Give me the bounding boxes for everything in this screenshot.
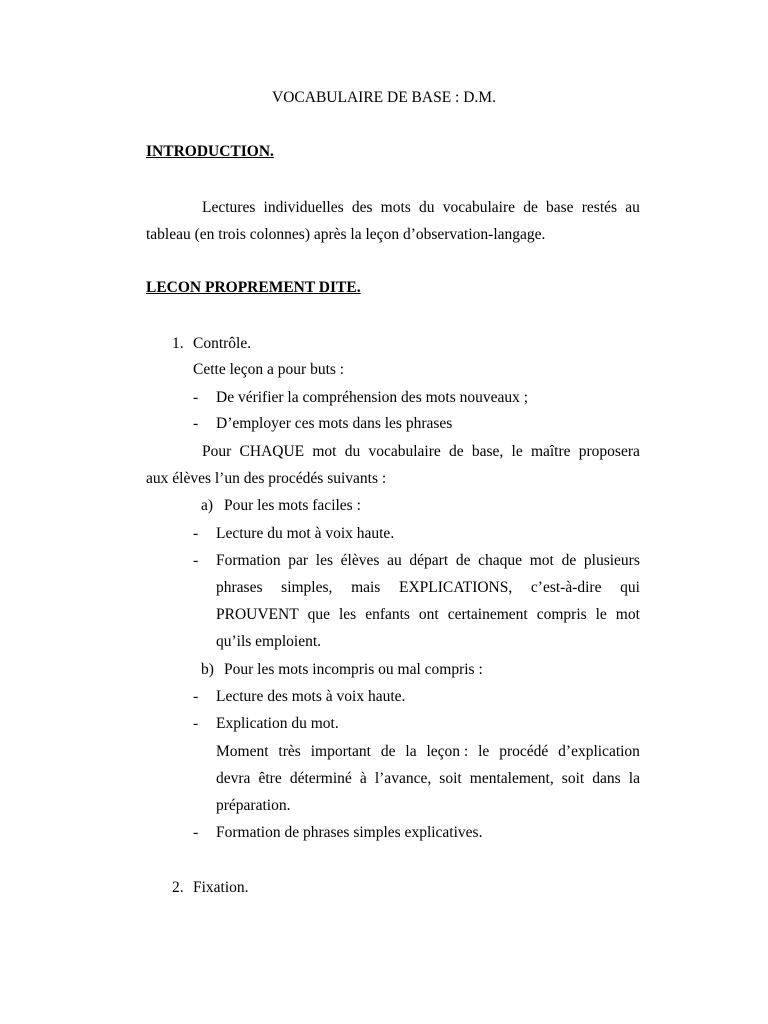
word: plusieurs	[583, 552, 640, 569]
word: mentalement,	[469, 770, 554, 787]
word: le	[478, 743, 490, 760]
word: les	[315, 552, 333, 569]
word: qui	[620, 579, 640, 596]
word: devra	[216, 770, 251, 787]
word: de	[380, 743, 396, 760]
bullet-text-line	[216, 607, 640, 623]
word: la	[405, 743, 417, 760]
word: soit	[561, 770, 585, 787]
word: soit	[439, 770, 462, 787]
bullet-text-line	[216, 553, 640, 569]
bullet-dash: -	[193, 552, 199, 569]
word: Formation	[216, 552, 281, 569]
word: très	[278, 743, 301, 760]
item-number: 1.	[172, 335, 184, 352]
word: compris	[536, 606, 587, 623]
word: de	[523, 199, 538, 216]
bullet-dash: -	[193, 525, 199, 542]
word: de	[561, 552, 577, 569]
buts-intro: Cette leçon a pour buts :	[193, 361, 345, 378]
word: à	[359, 770, 367, 787]
word: phrases	[216, 579, 263, 596]
word: l’avance,	[374, 770, 432, 787]
word: le	[511, 443, 523, 460]
sub-label: Pour les mots faciles :	[224, 497, 361, 514]
word: Moment	[216, 743, 269, 760]
word: du	[344, 443, 361, 460]
word: important	[310, 743, 371, 760]
bullet-dash: -	[193, 389, 199, 406]
word: simples,	[281, 579, 333, 596]
word: ont	[418, 606, 439, 623]
word: par	[288, 552, 309, 569]
word: Lectures	[202, 199, 256, 216]
item-label: Fixation.	[193, 879, 249, 896]
word: des	[351, 199, 373, 216]
bullet-text: Explication du mot.	[216, 715, 339, 732]
bullet-text-line	[216, 580, 640, 596]
introduction-paragraph-line: tableau (en trois colonnes) après la leçon d’observation-langage.	[146, 226, 546, 243]
word: au	[387, 552, 402, 569]
word: PROUVENT	[216, 606, 299, 623]
word: déterminé	[289, 770, 352, 787]
word: procédé	[499, 743, 549, 760]
word: la	[628, 770, 640, 787]
word: être	[258, 770, 282, 787]
word: maître	[530, 443, 571, 460]
word: mot	[615, 606, 640, 623]
word: mais	[351, 579, 381, 596]
word: c’est-à-dire	[530, 579, 602, 596]
word: mot	[312, 443, 337, 460]
bullet-text: Lecture des mots à voix haute.	[216, 688, 406, 705]
word: base	[546, 199, 574, 216]
word: mots	[380, 199, 411, 216]
paragraph-line: aux élèves l’un des procédés suivants :	[146, 470, 387, 487]
word: élèves	[340, 552, 380, 569]
word: chaque	[478, 552, 523, 569]
word: mot	[529, 552, 554, 569]
word: le	[595, 606, 607, 623]
sub-label: Pour les mots incompris ou mal compris :	[224, 661, 483, 678]
bullet-dash: -	[193, 415, 199, 432]
paragraph-line	[202, 444, 640, 460]
word: vocabulaire	[368, 443, 441, 460]
word: CHAQUE	[239, 443, 305, 460]
bullet-text-line: préparation.	[216, 797, 291, 814]
word: individuelles	[263, 199, 344, 216]
word: leçon :	[426, 743, 469, 760]
word: de	[455, 552, 471, 569]
word: départ	[409, 552, 449, 569]
bullet-dash: -	[193, 824, 199, 841]
sub-marker: a)	[201, 497, 214, 514]
bullet-text-line	[216, 771, 640, 787]
document-title: VOCABULAIRE DE BASE : D.M.	[272, 89, 496, 106]
bullet-text: De vérifier la compréhension des mots nouveaux ;	[216, 389, 529, 406]
lecon-heading: LECON PROPREMENT DITE.	[146, 279, 361, 296]
word: les	[339, 606, 357, 623]
word: certainement	[447, 606, 528, 623]
introduction-paragraph-line	[202, 200, 640, 216]
bullet-text: Formation de phrases simples explicatives.	[216, 824, 483, 841]
bullet-text-line: qu’ils emploient.	[216, 633, 322, 650]
word: proposera	[578, 443, 640, 460]
bullet-text-line	[216, 744, 640, 760]
word: que	[307, 606, 331, 623]
word: restés	[581, 199, 618, 216]
bullet-dash: -	[193, 688, 199, 705]
word: de	[448, 443, 464, 460]
word: base,	[471, 443, 504, 460]
item-number: 2.	[172, 879, 184, 896]
word: dans	[592, 770, 621, 787]
word: d’explication	[558, 743, 640, 760]
word: vocabulaire	[442, 199, 515, 216]
word: EXPLICATIONS,	[399, 579, 513, 596]
sub-marker: b)	[201, 661, 214, 678]
word: Pour	[202, 443, 232, 460]
bullet-dash: -	[193, 715, 199, 732]
word: au	[625, 199, 640, 216]
introduction-heading: INTRODUCTION.	[146, 143, 274, 160]
item-label: Contrôle.	[193, 335, 252, 352]
bullet-text: Lecture du mot à voix haute.	[216, 525, 395, 542]
word: enfants	[365, 606, 410, 623]
bullet-text: D’employer ces mots dans les phrases	[216, 415, 453, 432]
word: du	[419, 199, 435, 216]
